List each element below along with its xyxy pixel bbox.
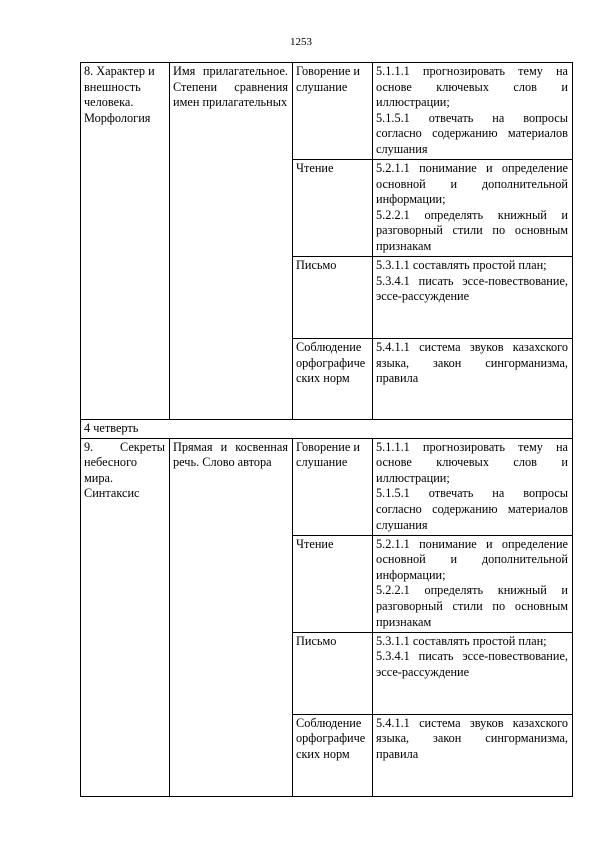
table-row (81, 63, 573, 160)
theme-cell: 9. Секреты небесного мира. Синтаксис (81, 438, 170, 796)
objectives-cell: 5.4.1.1 система звуков казахского языка, закон сингорманизма, правила (373, 714, 573, 796)
objective-text: 5.3.1.1 составлять простой план; (376, 633, 547, 648)
quarter-label: 4 четверть (81, 420, 573, 439)
objectives-cell (373, 438, 573, 535)
objective-text: 5.2.1.1 понимание и определение основной и дополнительной информации; (376, 536, 568, 582)
objective-text: 5.3.4.1 писать эссе-повествование, эссе-рассуждение (376, 649, 568, 679)
skill-cell: Чтение (293, 160, 373, 257)
objective-text: 5.1.5.1 отвечать на вопросы согласно содержанию материалов слушания (376, 110, 568, 156)
objective-text: 5.2.1.1 понимание и определение основной и дополнительной информации; (376, 161, 568, 207)
skill-cell: Говорение и слушание (293, 438, 373, 535)
table-row (81, 438, 573, 535)
skill-cell: Соблюдение орфографических норм (293, 714, 373, 796)
objectives-cell (373, 160, 573, 257)
objective-text: 5.1.1.1 прогнозировать тему на основе ключевых слов и иллюстрации; (376, 439, 568, 485)
objectives-cell: 5.4.1.1 система звуков казахского языка, закон сингорманизма, правила (373, 339, 573, 420)
skill-cell: Письмо (293, 632, 373, 714)
objective-text: 5.2.2.1 определять книжный и разговорный стили по основным признакам (376, 583, 568, 629)
objectives-cell (373, 535, 573, 632)
objective-text: 5.2.2.1 определять книжный и разговорный стили по основным признакам (376, 207, 568, 253)
theme-cell: 8. Характер и внешность человека. Морфология (81, 63, 170, 420)
topic-cell: Имя прилагательное. Степени сравнения имен прилагательных (170, 63, 293, 420)
objective-text: 5.1.1.1 прогнозировать тему на основе ключевых слов и иллюстрации; (376, 64, 568, 110)
page-number: 1253 (290, 36, 312, 48)
topic-cell: Прямая и косвенная речь. Слово автора (170, 438, 293, 796)
objectives-cell (373, 63, 573, 160)
objectives-cell (373, 257, 573, 339)
skill-cell: Чтение (293, 535, 373, 632)
objective-text: 5.3.1.1 составлять простой план; (376, 258, 547, 272)
objectives-cell (373, 632, 573, 714)
skill-cell: Соблюдение орфографических норм (293, 339, 373, 420)
objective-text: 5.1.5.1 отвечать на вопросы согласно содержанию материалов слушания (376, 486, 568, 532)
skill-cell: Письмо (293, 257, 373, 339)
quarter-row (81, 420, 573, 439)
skill-cell: Говорение и слушание (293, 63, 373, 160)
curriculum-table (80, 62, 573, 797)
objective-text: 5.3.4.1 писать эссе-повествование, эссе-рассуждение (376, 273, 568, 304)
